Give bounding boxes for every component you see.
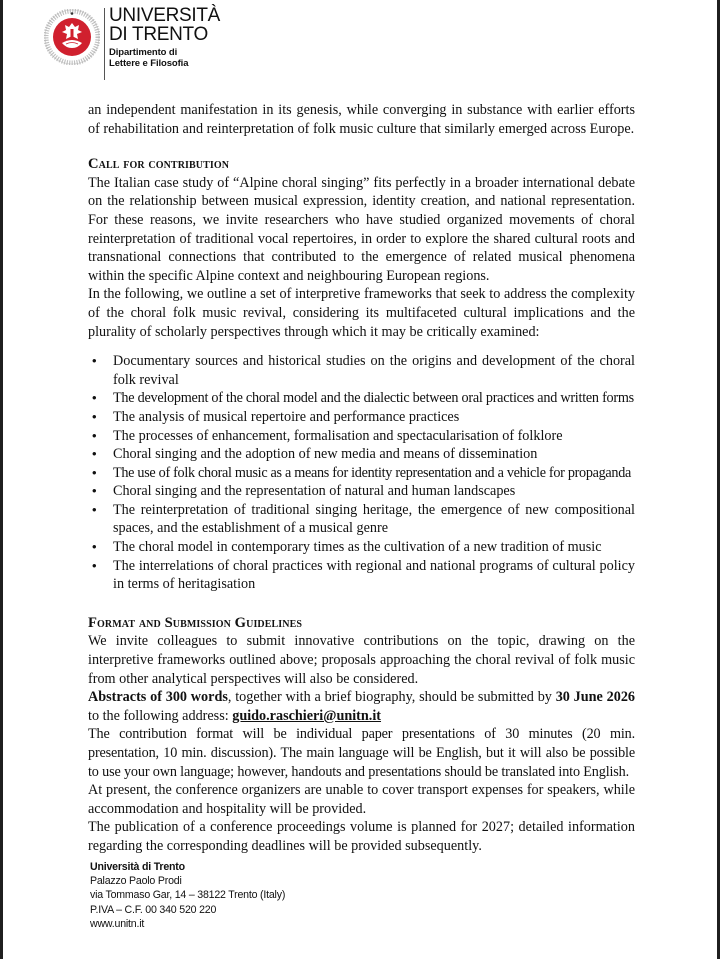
logo-wordmark	[109, 6, 220, 69]
university-name-line2: DI TRENTO	[109, 24, 208, 45]
department-name-line2: Lettere e Filosofia	[109, 58, 189, 69]
list-item	[88, 538, 635, 557]
abstract-length: Abstracts of 300 words	[88, 689, 228, 706]
list-item-text: The analysis of musical repertoire and performance practices	[113, 408, 460, 425]
list-item-text: The choral model in contemporary times as the cultivation of a new tradition of music	[113, 539, 602, 556]
bullet-icon: •	[92, 390, 97, 406]
call-paragraph-2: In the following, we outline a set of interpretive frameworks that seek to address the complexity of the choral folk music revival, considering its multifaceted cultural implications and the plurality of scholarly perspectives through which it may be critically examined:	[88, 286, 635, 340]
bullet-icon: •	[92, 446, 97, 462]
guidelines-paragraph-1: We invite colleagues to submit innovative contributions on the topic, drawing on the interpretive frameworks outlined above; proposals approaching the choral revival of folk music from other analytical perspectives will also be considered.	[88, 633, 635, 687]
list-item	[88, 408, 635, 427]
guidelines-paragraph-3: The contribution format will be individual paper presentations of 30 minutes (20 min. presentation, 10 min. discussion). The main language will be English, but it will also be possible to use your own language; however, handouts and presentations should be translated into English.	[88, 726, 635, 780]
list-item	[88, 501, 635, 538]
list-item	[88, 445, 635, 464]
bullet-icon: •	[92, 353, 97, 369]
list-item-text: Documentary sources and historical studies on the origins and development of the choral folk revival	[113, 353, 635, 388]
logo-divider	[104, 8, 105, 80]
footer-website: www.unitn.it	[90, 917, 145, 930]
list-item	[88, 557, 635, 594]
footer-building: Palazzo Paolo Prodi	[90, 875, 182, 888]
list-item	[88, 352, 635, 389]
page-footer	[90, 860, 285, 931]
intro-paragraph: an independent manifestation in its genesis, while converging in substance with earlier efforts of rehabilitation and reinterpretation of folk music culture that similarly emerged across Europe.	[88, 102, 635, 137]
abstract-text-end: to the following address:	[88, 707, 233, 724]
abstract-text: , together with a brief biography, should be submitted by	[227, 689, 556, 706]
bullet-icon: •	[92, 464, 97, 480]
list-item	[88, 427, 635, 446]
list-item	[88, 389, 635, 408]
guidelines-paragraph-4: At present, the conference organizers are unable to cover transport expenses for speakers, while accommodation and hospitality will be provided.	[88, 782, 635, 817]
bullet-icon: •	[92, 408, 97, 424]
list-item	[88, 464, 635, 483]
bullet-icon: •	[92, 539, 97, 555]
footer-address: via Tommaso Gar, 14 – 38122 Trento (Italy)	[90, 889, 286, 902]
university-name-line1: UNIVERSITÀ	[109, 5, 221, 26]
list-item-text: The processes of enhancement, formalisation and spectacularisation of folklore	[113, 427, 563, 444]
document-page	[3, 0, 717, 959]
university-seal-icon	[44, 9, 100, 65]
bullet-icon: •	[92, 427, 97, 443]
footer-vat: P.IVA – C.F. 00 340 520 220	[90, 903, 217, 916]
list-item-text: The reinterpretation of traditional singing heritage, the emergence of new compositional spaces, and the establishment of a musical genre	[113, 501, 635, 537]
format-guidelines-heading: Format and Submission Guidelines	[88, 614, 303, 631]
list-item-text: The development of the choral model and the dialectic between oral practices and written forms	[113, 390, 634, 407]
contact-email-link[interactable]: guido.raschieri@unitn.it	[232, 707, 382, 724]
call-paragraph-1: The Italian case study of “Alpine choral singing” fits perfectly in a broader international debate on the relationship between musical expression, identity creation, and national representation. For these reasons, we invite researchers who have studied organized movements of choral reinterpretation of traditional vocal repertoires, in order to explore the shared cultural roots and transnational connections that contributed to the emergence of related musical phenomena within the specific Alpine context and neighbouring European regions.	[88, 174, 635, 284]
guidelines-paragraph-5: The publication of a conference proceedings volume is planned for 2027; detailed information regarding the corresponding deadlines will be provided subsequently.	[88, 819, 635, 854]
bullet-icon: •	[92, 483, 97, 499]
footer-university-name: Università di Trento	[90, 861, 185, 873]
list-item	[88, 482, 635, 501]
call-for-contribution-heading: Call for contribution	[88, 156, 230, 173]
abstract-submission-paragraph	[88, 688, 635, 725]
department-name-line1: Dipartimento di	[109, 47, 178, 58]
bullet-icon: •	[92, 557, 97, 573]
list-item-text: The interrelations of choral practices with regional and national programs of cultural policy in terms of heritagisation	[113, 557, 635, 593]
document-body	[88, 101, 635, 856]
submission-deadline: 30 June 2026	[555, 689, 636, 706]
frameworks-list	[88, 352, 635, 594]
list-item-text: Choral singing and the adoption of new media and means of dissemination	[113, 446, 538, 463]
bullet-icon: •	[92, 501, 97, 517]
list-item-text: The use of folk choral music as a means for identity representation and a vehicle for propaganda	[113, 464, 632, 481]
list-item-text: Choral singing and the representation of natural and human landscapes	[113, 483, 516, 500]
